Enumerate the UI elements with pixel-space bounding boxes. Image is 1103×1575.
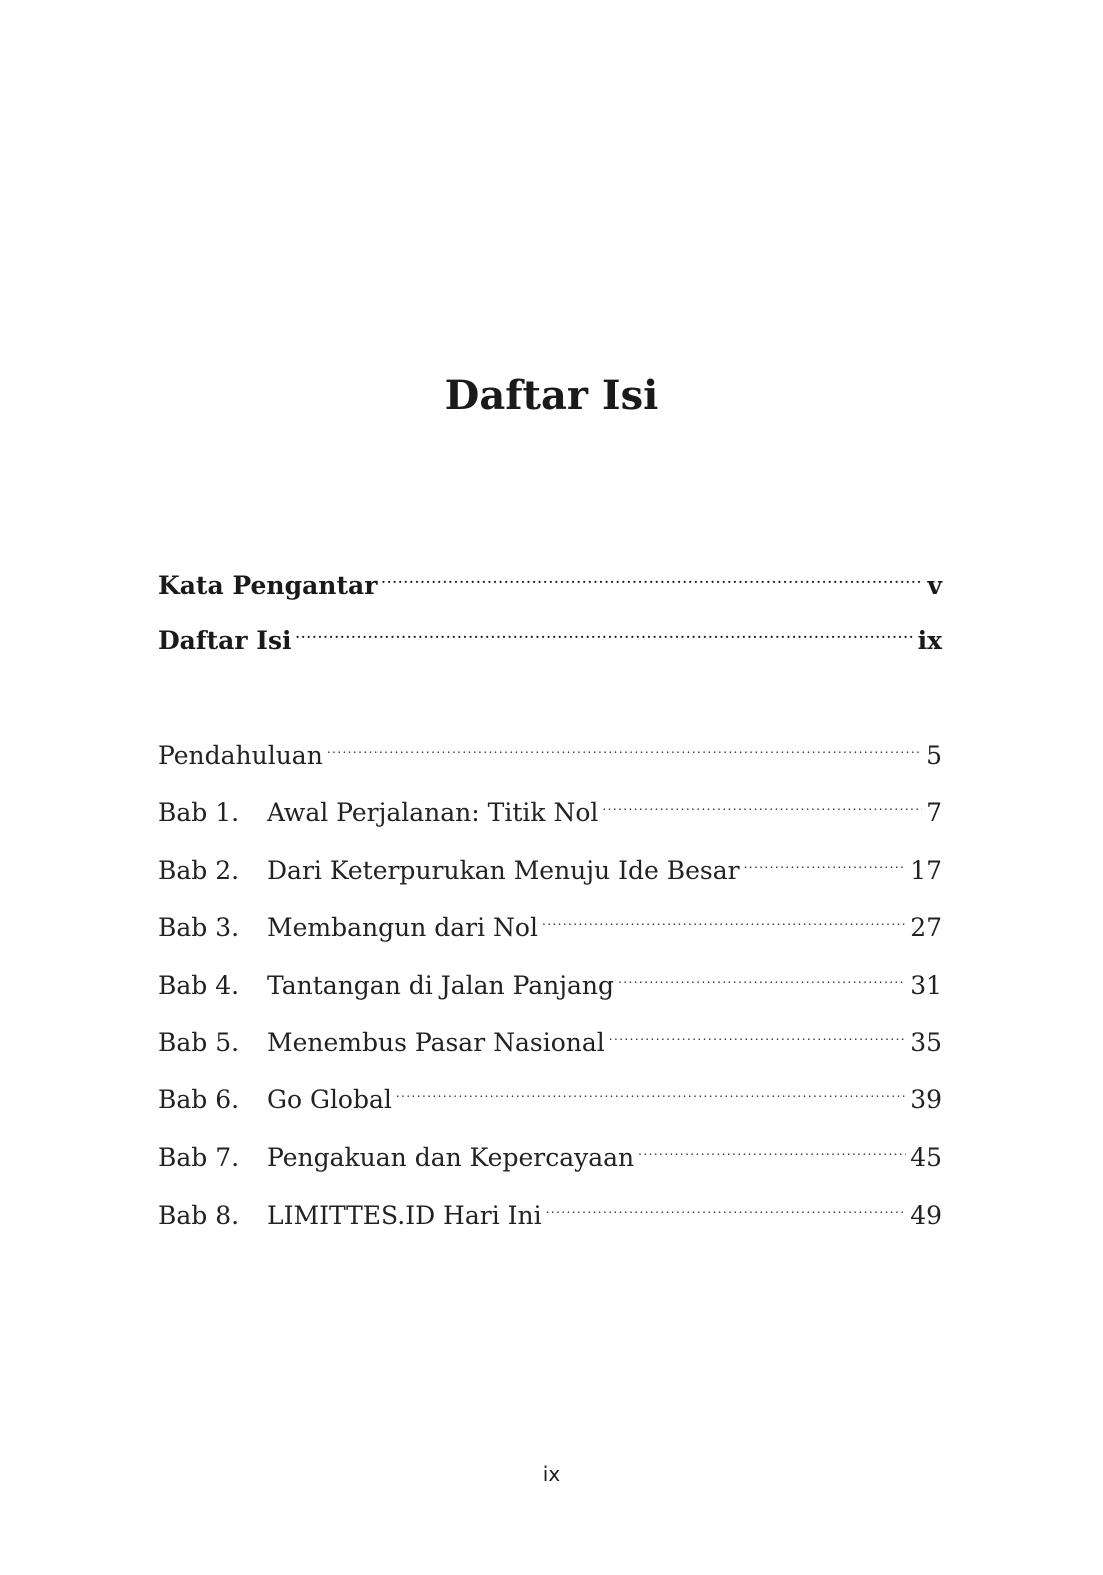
dot-leader <box>744 839 907 879</box>
page-number: 27 <box>910 913 942 942</box>
toc-entry-bab-5[interactable] <box>158 1011 942 1057</box>
page-number: 5 <box>926 741 942 770</box>
toc-entry-bab-4[interactable] <box>158 954 942 1000</box>
dot-leader <box>638 1126 906 1166</box>
page-number: 45 <box>910 1143 942 1172</box>
toc-entry-bab-2[interactable] <box>158 839 942 885</box>
toc-entry-bab-3[interactable] <box>158 896 942 942</box>
entry-title: Go Global <box>267 1085 392 1114</box>
chapter-number: Bab 1. <box>158 798 240 827</box>
chapter-number: Bab 7. <box>158 1143 240 1172</box>
chapter-number: Bab 8. <box>158 1201 240 1230</box>
page-number: ix <box>917 626 942 655</box>
entry-title: Tantangan di Jalan Panjang <box>267 971 615 1000</box>
dot-leader <box>618 954 906 994</box>
chapter-number: Bab 6. <box>158 1085 240 1114</box>
page-number: 35 <box>910 1028 942 1057</box>
toc-entry-pendahuluan[interactable] <box>158 724 942 770</box>
entry-title: Daftar Isi <box>158 626 292 655</box>
entry-title: Menembus Pasar Nasional <box>267 1028 605 1057</box>
dot-leader <box>546 1184 907 1224</box>
dot-leader <box>602 781 922 821</box>
toc-entry-bab-7[interactable] <box>158 1126 942 1172</box>
entry-title: Kata Pengantar <box>158 571 378 600</box>
chapter-number: Bab 2. <box>158 856 240 885</box>
chapter-number: Bab 3. <box>158 913 240 942</box>
toc-entry-kata-pengantar[interactable] <box>158 554 942 600</box>
page-number: v <box>927 571 942 600</box>
page-number: 17 <box>910 856 942 885</box>
page-title: Daftar Isi <box>444 372 659 419</box>
page-number: 39 <box>910 1085 942 1114</box>
entry-title: LIMITTES.ID Hari Ini <box>267 1201 542 1230</box>
dot-leader <box>327 724 922 764</box>
dot-leader <box>296 609 914 649</box>
dot-leader <box>381 554 923 594</box>
page-number: 31 <box>910 971 942 1000</box>
page-number: 49 <box>910 1201 942 1230</box>
folio-page-number: ix <box>542 1462 561 1486</box>
chapter-number: Bab 4. <box>158 971 240 1000</box>
entry-title: Dari Keterpurukan Menuju Ide Besar <box>267 856 740 885</box>
entry-title: Membangun dari Nol <box>267 913 538 942</box>
chapter-number: Bab 5. <box>158 1028 240 1057</box>
dot-leader <box>609 1011 906 1051</box>
entry-title: Pengakuan dan Kepercayaan <box>267 1143 635 1172</box>
dot-leader <box>396 1068 906 1108</box>
toc-entry-daftar-isi[interactable] <box>158 609 942 655</box>
entry-title: Awal Perjalanan: Titik Nol <box>267 798 599 827</box>
dot-leader <box>542 896 906 936</box>
toc-entry-bab-6[interactable] <box>158 1068 942 1114</box>
page-number: 7 <box>926 798 942 827</box>
entry-title: Pendahuluan <box>158 741 323 770</box>
toc-entry-bab-8[interactable] <box>158 1184 942 1230</box>
toc-entry-bab-1[interactable] <box>158 781 942 827</box>
